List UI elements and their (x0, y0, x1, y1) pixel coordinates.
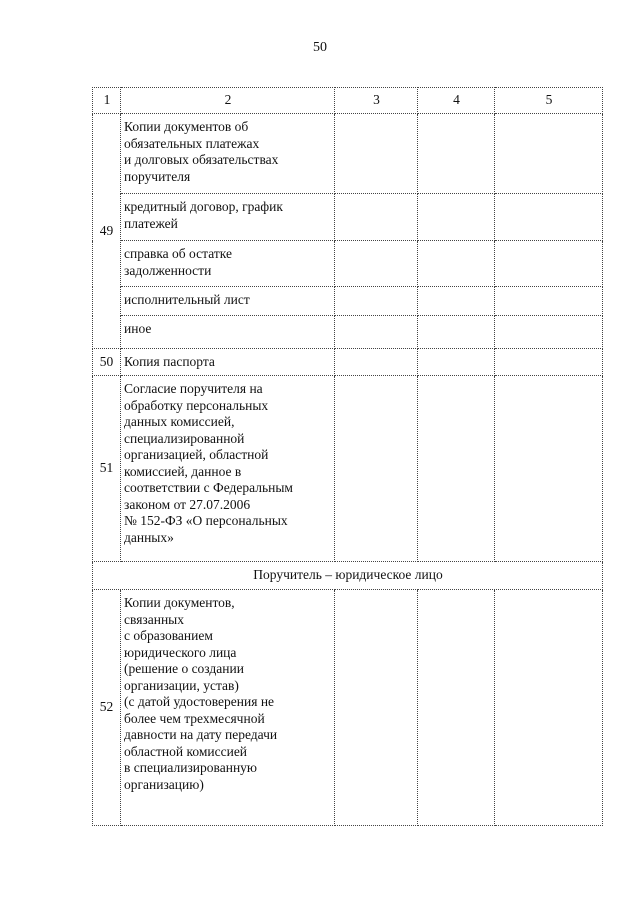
table-row (93, 114, 603, 194)
empty-cell (495, 114, 603, 194)
section-title: Поручитель – юридическое лицо (93, 562, 603, 590)
header-cell-2: 2 (121, 88, 335, 114)
row-text: Согласие поручителя на обработку персональных данных комиссией, специализированной организацией, областной комиссией, данное в соответствии с Федеральным законом от 27.07.2006 № 152-ФЗ «О персональных данных» (121, 376, 335, 562)
table-row (93, 590, 603, 826)
empty-cell (418, 287, 495, 316)
row-text: кредитный договор, график платежей (121, 194, 335, 241)
empty-cell (495, 590, 603, 826)
empty-cell (418, 114, 495, 194)
row-number: 52 (93, 590, 121, 826)
header-cell-4: 4 (418, 88, 495, 114)
empty-cell (418, 316, 495, 349)
empty-cell (335, 114, 418, 194)
empty-cell (495, 376, 603, 562)
table-row (93, 316, 603, 349)
table-row (93, 194, 603, 241)
table-row (93, 241, 603, 287)
row-number: 49 (93, 114, 121, 349)
section-row (93, 562, 603, 590)
empty-cell (418, 241, 495, 287)
empty-cell (418, 376, 495, 562)
row-text: Копии документов об обязательных платежах и долговых обязательствах поручителя (121, 114, 335, 194)
table-row (93, 287, 603, 316)
page-number: 50 (313, 40, 327, 55)
header-cell-3: 3 (335, 88, 418, 114)
empty-cell (335, 194, 418, 241)
documents-table (92, 87, 603, 826)
empty-cell (335, 590, 418, 826)
empty-cell (335, 349, 418, 376)
empty-cell (495, 287, 603, 316)
header-cell-1: 1 (93, 88, 121, 114)
empty-cell (495, 241, 603, 287)
row-text: исполнительный лист (121, 287, 335, 316)
header-cell-5: 5 (495, 88, 603, 114)
table-header-row (93, 88, 603, 114)
empty-cell (335, 287, 418, 316)
row-text: справка об остатке задолженности (121, 241, 335, 287)
empty-cell (335, 316, 418, 349)
empty-cell (335, 376, 418, 562)
empty-cell (495, 316, 603, 349)
empty-cell (495, 349, 603, 376)
table-row (93, 349, 603, 376)
table-row (93, 376, 603, 562)
empty-cell (418, 349, 495, 376)
empty-cell (418, 590, 495, 826)
empty-cell (335, 241, 418, 287)
row-number: 51 (93, 376, 121, 562)
row-text: Копия паспорта (121, 349, 335, 376)
row-number: 50 (93, 349, 121, 376)
empty-cell (495, 194, 603, 241)
empty-cell (418, 194, 495, 241)
row-text: иное (121, 316, 335, 349)
row-text: Копии документов, связанных с образованием юридического лица (решение о создании организации, устав) (с датой удостоверения не более чем трехмесячной давности на дату передачи областной комиссией в специализированную организацию) (121, 590, 335, 826)
